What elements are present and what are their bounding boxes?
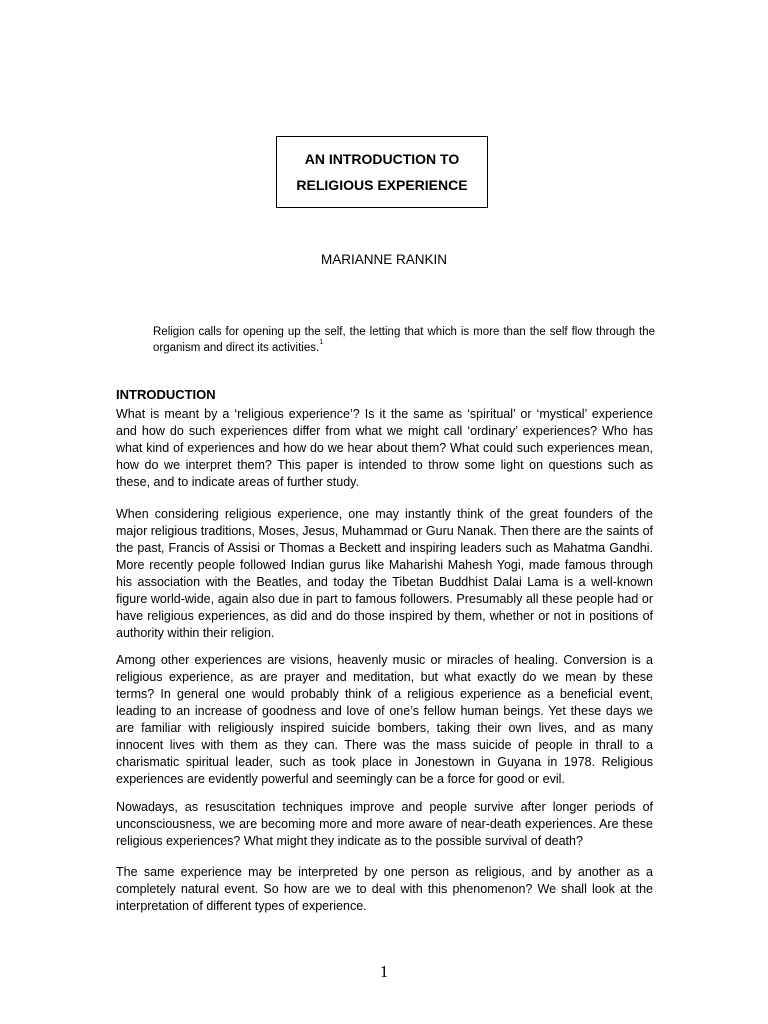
epigraph-text: Religion calls for opening up the self, the letting that which is more than the self flow through the organism and direct its activities. — [153, 326, 655, 354]
body-paragraph: Nowadays, as resuscitation techniques improve and people survive after longer periods of unconsciousness, we are becoming more and more aware of near-death experiences. Are these religious experiences? What might they indicate as to the possible survival of death? — [116, 800, 653, 848]
epigraph-quote — [153, 324, 655, 356]
title-line-2: RELIGIOUS EXPERIENCE — [296, 177, 468, 193]
footnote-marker: 1 — [319, 339, 324, 347]
page-number: 1 — [379, 962, 389, 981]
body-paragraph: When considering religious experience, one may instantly think of the great founders of the major religious traditions, Moses, Jesus, Muhammad or Guru Nanak. Then there are the saints of the past, Francis of Assisi or Thomas a Beckett and inspiring leaders such as Mahatma Gandhi. More recently people followed Indian gurus like Maharishi Mahesh Yogi, made famous through his association with the Beatles, and today the Tibetan Buddhist Dalai Lama is a well-known figure world-wide, again also due in part to famous followers. Presumably all these people had or have religious experiences, as did and do those inspired by them, whether or not in positions of authority within their religion. — [116, 507, 653, 640]
title-box — [276, 136, 488, 208]
body-paragraph: Among other experiences are visions, heavenly music or miracles of healing. Conversion is a religious experience, as are prayer and meditation, but what exactly do we mean by these terms? In general one would probably think of a religious experience as a beneficial event, leading to an increase of goodness and love of one’s fellow human beings. Yet these days we are familiar with religiously inspired suicide bombers, taking their own lives, and as many innocent lives with them as they can. There was the mass suicide of people in thrall to a charismatic spiritual leader, such as took place in Jonestown in Guyana in 1978. Religious experiences are evidently powerful and seemingly can be a force for good or evil. — [116, 653, 653, 786]
section-heading: INTRODUCTION — [116, 387, 216, 402]
body-paragraph: The same experience may be interpreted by one person as religious, and by another as a completely natural event. So how are we to deal with this phenomenon? We shall look at the interpretation of different types of experience. — [116, 865, 653, 913]
author-name: MARIANNE RANKIN — [320, 252, 447, 267]
body-paragraph: What is meant by a ‘religious experience’? Is it the same as ‘spiritual’ or ‘mystical’ experience and how do such experiences differ from what we might call ‘ordinary’ experiences? Who has what kind of experiences and how do we hear about them? What could such experiences mean, how do we interpret them? This paper is intended to throw some light on questions such as these, and to indicate areas of further study. — [116, 407, 653, 489]
title-line-1: AN INTRODUCTION TO — [304, 151, 460, 167]
